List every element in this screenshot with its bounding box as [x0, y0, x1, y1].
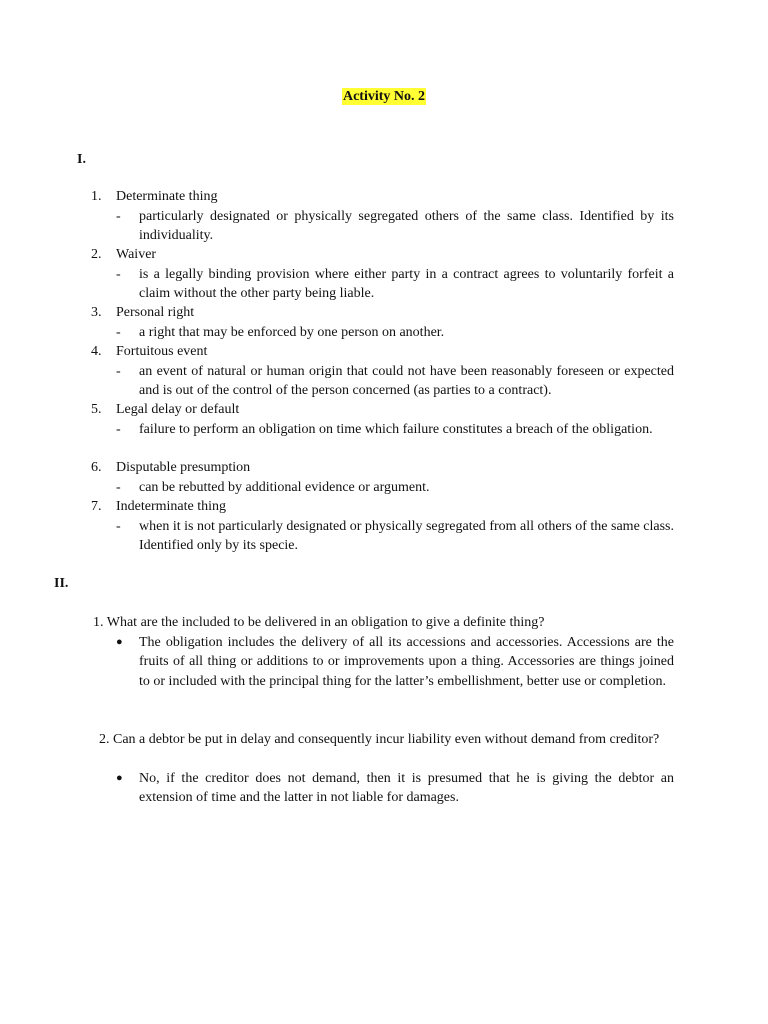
term-definition: is a legally binding provision where either party in a contract agrees to voluntarily forfeit a claim without the other party being liable. — [139, 267, 674, 302]
term-definition: when it is not particularly designated or physically segregated from all others of the same class. Identified only by its specie. — [139, 519, 674, 554]
term-label: Legal delay or default — [116, 402, 240, 417]
term-number: 2. — [91, 247, 102, 262]
term-definition: particularly designated or physically segregated others of the same class. Identified by its individuality. — [139, 209, 674, 244]
term-number: 6. — [91, 460, 102, 475]
term-number: 4. — [91, 344, 102, 359]
question: 1. What are the included to be delivered in an obligation to give a definite thing? — [93, 615, 545, 630]
term-label: Determinate thing — [116, 189, 218, 204]
dash-marker: - — [116, 480, 121, 495]
bullet-icon: ● — [116, 636, 123, 648]
term-label: Personal right — [116, 305, 195, 320]
dash-marker: - — [116, 325, 121, 340]
section-2-heading: II. — [54, 576, 69, 591]
term-label: Indeterminate thing — [116, 499, 227, 514]
term-number: 5. — [91, 402, 102, 417]
term-label: Fortuitous event — [116, 344, 208, 359]
bullet-icon: ● — [116, 772, 123, 784]
page-title — [0, 87, 768, 106]
term-number: 7. — [91, 499, 102, 514]
answer: No, if the creditor does not demand, then it is presumed that he is giving the debtor an extension of time and the latter in not liable for damages. — [139, 771, 674, 806]
term-definition: can be rebutted by additional evidence or argument. — [139, 480, 430, 495]
term-number: 3. — [91, 305, 102, 320]
dash-marker: - — [116, 364, 121, 379]
title-highlight: Activity No. 2 — [342, 89, 426, 104]
dash-marker: - — [116, 422, 121, 437]
dash-marker: - — [116, 209, 121, 224]
section-1-heading: I. — [77, 152, 86, 167]
term-definition: failure to perform an obligation on time which failure constitutes a breach of the obligation. — [139, 422, 653, 437]
dash-marker: - — [116, 267, 121, 282]
term-label: Waiver — [116, 247, 157, 262]
answer: The obligation includes the delivery of all its accessions and accessories. Accessions are the fruits of all thing or additions to or improvements upon a thing. Accessories are things joined to or included with the principal thing for the latter’s embellishment, better use or completion. — [139, 635, 674, 689]
term-number: 1. — [91, 189, 102, 204]
term-definition: an event of natural or human origin that could not have been reasonably foreseen or expected and is out of the control of the person concerned (as parties to a contract). — [139, 364, 674, 399]
term-label: Disputable presumption — [116, 460, 251, 475]
dash-marker: - — [116, 519, 121, 534]
term-definition: a right that may be enforced by one person on another. — [139, 325, 445, 340]
question: 2. Can a debtor be put in delay and consequently incur liability even without demand from creditor? — [99, 732, 660, 747]
